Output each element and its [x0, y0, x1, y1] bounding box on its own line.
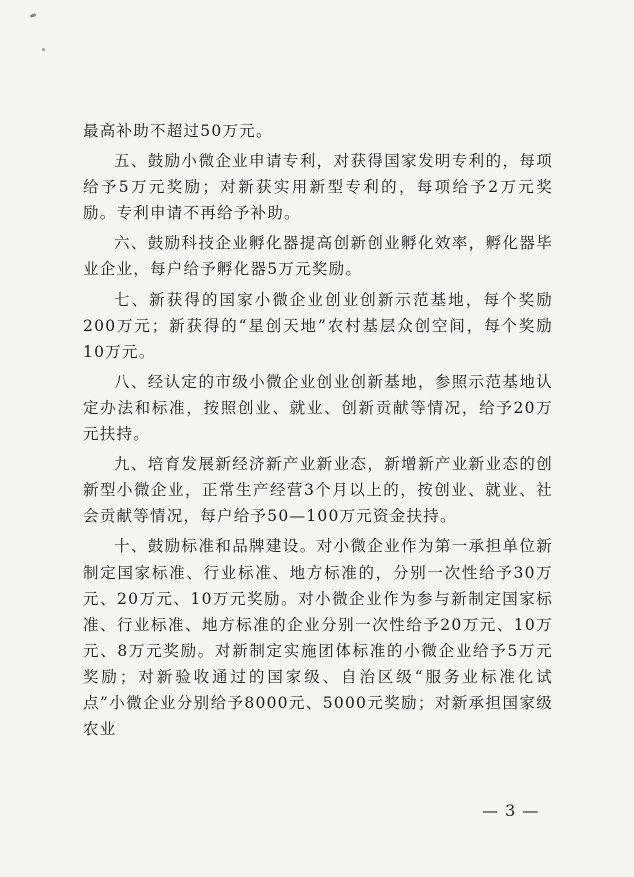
paragraph-4: 七、新获得的国家小微企业创业创新示范基地，每个奖励200万元；新获得的“星创天地”农村基层众创空间，每个奖励10万元。 [83, 290, 553, 361]
paragraph-3: 六、鼓励科技企业孵化器提高创新创业孵化效率，孵化器毕业企业，每户给予孵化器5万元奖励。 [83, 234, 553, 279]
document-body [83, 118, 553, 742]
scan-dot [42, 48, 45, 51]
paragraph-2: 五、鼓励小微企业申请专利，对获得国家发明专利的，每项给予5万元奖励；对新获实用新型专利的，每项给予2万元奖励。专利申请不再给予补助。 [83, 152, 553, 223]
scan-mark [30, 13, 37, 18]
paragraph-7: 十、鼓励标准和品牌建设。对小微企业作为第一承担单位新制定国家标准、行业标准、地方标准的，分别一次性给予30万元、20万元、10万元奖励。对小微企业作为参与新制定国家标准、行业标准、地方标准的企业分别一次性给予20万元、10万元、8万元奖励。对新制定实施团体标准的小微企业给予5万元奖励；对新验收通过的国家级、自治区级“服务业标准化试点”小微企业分别给予8000元、5000元奖励；对新承担国家级农业 [83, 537, 553, 739]
page-number: — 3 — [482, 801, 540, 820]
paragraph-1: 最高补助不超过50万元。 [83, 122, 273, 140]
paragraph-5: 八、经认定的市级小微企业创业创新基地，参照示范基地认定办法和标准，按照创业、就业、创新贡献等情况，给予20万元扶持。 [83, 372, 553, 444]
paragraph-6: 九、培育发展新经济新产业新业态，新增新产业新业态的创新型小微企业，正常生产经营3个月以上的，按创业、就业、社会贡献等情况，每户给予50—100万元资金扶持。 [83, 455, 553, 526]
